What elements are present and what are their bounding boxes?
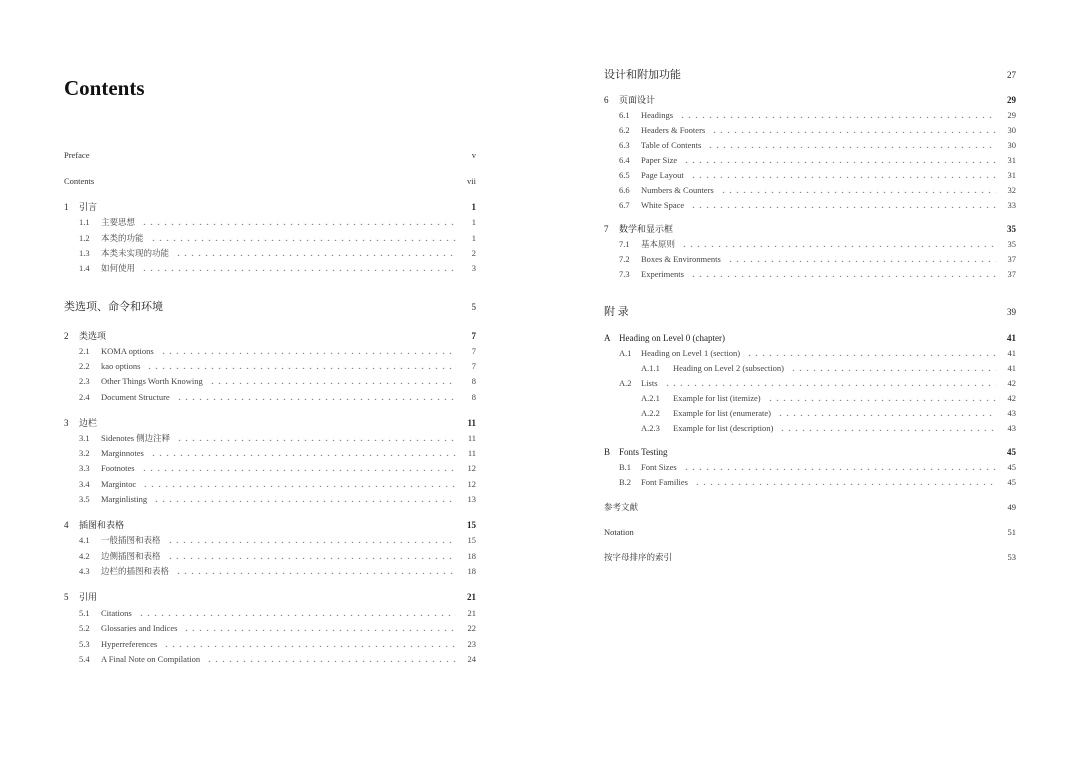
entry-number: 5.1 (79, 608, 90, 618)
dot-leader (664, 378, 996, 386)
dot-leader (790, 363, 996, 371)
entry-title: Sidenotes 侧边注释 (101, 433, 171, 443)
entry-page-number: 45 (1007, 462, 1016, 472)
toc-entry-part[interactable] (604, 68, 1016, 84)
entry-page-number: 1 (471, 233, 476, 243)
entry-title: 边栏 (79, 418, 98, 428)
entry-title: Other Things Worth Knowing (101, 376, 203, 386)
entry-title: 边栏的插图和表格 (101, 566, 170, 576)
entry-page-number: 12 (467, 479, 476, 489)
toc-entry-sec[interactable] (79, 606, 476, 620)
dot-leader (683, 155, 996, 163)
toc-entry-sec[interactable] (619, 123, 1016, 137)
dot-leader (711, 125, 996, 133)
entry-number: A.2.1 (641, 393, 660, 403)
entry-number: 1.3 (79, 248, 90, 258)
entry-page-number: 31 (1007, 170, 1016, 180)
toc-entry-top[interactable] (604, 525, 1016, 539)
entry-page-number: 42 (1007, 393, 1016, 403)
entry-page-number: 7 (471, 331, 476, 341)
entry-number: 6.7 (619, 200, 630, 210)
dot-leader (209, 376, 456, 384)
toc-entry-sec[interactable] (79, 231, 476, 245)
toc-entry-chap[interactable] (604, 222, 1016, 236)
entry-page-number: 37 (1007, 269, 1016, 279)
entry-number: A (604, 333, 611, 343)
toc-entry-sec[interactable] (79, 374, 476, 388)
entry-title: Hyperreferences (101, 639, 158, 649)
toc-entry-sub[interactable] (641, 361, 1016, 375)
entry-page-number: 33 (1007, 200, 1016, 210)
entry-number: B (604, 447, 611, 457)
entry-title: Numbers & Counters (641, 185, 714, 195)
toc-entry-chap[interactable] (604, 93, 1016, 107)
entry-title: Example for list (description) (673, 423, 774, 433)
dot-leader (141, 463, 456, 471)
entry-number: 3.1 (79, 433, 90, 443)
entry-page-number: 18 (467, 566, 476, 576)
entry-number: 5.3 (79, 639, 90, 649)
entry-page-number: 24 (467, 654, 476, 664)
entry-title: Page Layout (641, 170, 684, 180)
toc-entry-sec[interactable] (79, 390, 476, 404)
entry-title: 基本原则 (641, 239, 676, 249)
entry-title: 类选项 (79, 331, 107, 341)
dot-leader (176, 433, 456, 441)
entry-page-number: 30 (1007, 140, 1016, 150)
entry-page-number: 53 (1007, 552, 1016, 562)
entry-number: 3.2 (79, 448, 90, 458)
toc-entry-chap[interactable] (604, 331, 1016, 345)
entry-page-number: 42 (1007, 378, 1016, 388)
entry-page-number: 21 (467, 592, 476, 602)
toc-entry-sec[interactable] (79, 246, 476, 260)
entry-title: 页面设计 (619, 95, 656, 105)
entry-title: kao options (101, 361, 141, 371)
entry-page-number: 2 (471, 248, 476, 258)
dot-leader (150, 448, 456, 456)
entry-number: 6.3 (619, 140, 630, 150)
entry-number: 5.2 (79, 623, 90, 633)
toc-entry-top[interactable] (64, 174, 476, 188)
entry-title: Document Structure (101, 392, 170, 402)
dot-leader (690, 200, 996, 208)
entry-number: 1.1 (79, 217, 90, 227)
entry-title: Glossaries and Indices (101, 623, 178, 633)
entry-number: 4.2 (79, 551, 90, 561)
entry-number: B.1 (619, 462, 632, 472)
toc-entry-chap[interactable] (604, 445, 1016, 459)
entry-title: Preface (64, 150, 90, 160)
entry-page-number: 45 (1007, 477, 1016, 487)
toc-entry-sec[interactable] (619, 183, 1016, 197)
entry-number: 2.3 (79, 376, 90, 386)
entry-page-number: 27 (1007, 70, 1016, 80)
entry-page-number: 7 (471, 361, 476, 371)
entry-title: Headings (641, 110, 674, 120)
toc-entry-top[interactable] (64, 148, 476, 162)
toc-entry-chap[interactable] (64, 590, 476, 604)
entry-title: White Space (641, 200, 685, 210)
entry-page-number: 32 (1007, 185, 1016, 195)
entry-number: 2.1 (79, 346, 90, 356)
entry-title: Paper Size (641, 155, 678, 165)
toc-entry-sec[interactable] (79, 549, 476, 563)
entry-page-number: 8 (471, 392, 476, 402)
toc-entry-sub[interactable] (641, 421, 1016, 435)
entry-title: 如何使用 (101, 263, 136, 273)
dot-leader (176, 392, 456, 400)
entry-title: Example for list (itemize) (673, 393, 761, 403)
entry-number: 4.1 (79, 535, 90, 545)
entry-number: 3.4 (79, 479, 90, 489)
entry-number: 4 (64, 520, 69, 530)
entry-title: A Final Note on Compilation (101, 654, 201, 664)
entry-number: 4.3 (79, 566, 90, 576)
toc-entry-part[interactable] (604, 305, 1016, 321)
entry-title: 本类的功能 (101, 233, 144, 243)
entry-title: Citations (101, 608, 132, 618)
entry-number: A.1 (619, 348, 632, 358)
toc-entry-top[interactable] (604, 500, 1016, 514)
toc-entry-sec[interactable] (619, 252, 1016, 266)
entry-number: 2.4 (79, 392, 90, 402)
entry-title: Footnotes (101, 463, 135, 473)
dot-leader (690, 170, 996, 178)
dot-leader (779, 423, 996, 431)
toc-entry-sec[interactable] (79, 215, 476, 229)
entry-page-number: 29 (1007, 110, 1016, 120)
entry-title: Fonts Testing (619, 447, 668, 457)
dot-leader (767, 393, 996, 401)
entry-title: Heading on Level 2 (subsection) (673, 363, 784, 373)
entry-number: 7 (604, 224, 609, 234)
dot-leader (175, 248, 456, 256)
entry-page-number: 23 (467, 639, 476, 649)
entry-page-number: 18 (467, 551, 476, 561)
entry-page-number: 11 (467, 448, 476, 458)
entry-number: 6 (604, 95, 609, 105)
entry-title: 参考文献 (604, 502, 639, 512)
entry-number: 6.1 (619, 110, 630, 120)
entry-number: 1.2 (79, 233, 90, 243)
entry-page-number: 1 (471, 217, 476, 227)
entry-page-number: 51 (1007, 527, 1016, 537)
entry-title: Heading on Level 0 (chapter) (619, 333, 725, 343)
entry-page-number: 8 (471, 376, 476, 386)
dot-leader (679, 110, 996, 118)
entry-title: 附 录 (604, 306, 629, 318)
toc-entry-sec[interactable] (619, 475, 1016, 489)
entry-number: A.2 (619, 378, 632, 388)
entry-number: A.2.3 (641, 423, 660, 433)
toc-entry-sec[interactable] (619, 198, 1016, 212)
entry-page-number: 21 (467, 608, 476, 618)
entry-title: Lists (641, 378, 658, 388)
dot-leader (707, 140, 996, 148)
dot-leader (160, 346, 456, 354)
entry-page-number: 41 (1007, 363, 1016, 373)
entry-page-number: 49 (1007, 502, 1016, 512)
entry-page-number: 15 (467, 520, 476, 530)
entry-page-number: 7 (471, 346, 476, 356)
toc-entry-sec[interactable] (619, 153, 1016, 167)
entry-page-number: 5 (471, 302, 476, 312)
dot-leader (141, 263, 456, 271)
entry-number: 5.4 (79, 654, 90, 664)
entry-title: KOMA options (101, 346, 154, 356)
toc-entry-sec[interactable] (619, 237, 1016, 251)
entry-title: Boxes & Environments (641, 254, 721, 264)
toc-entry-sec[interactable] (79, 564, 476, 578)
entry-page-number: 30 (1007, 125, 1016, 135)
dot-leader (681, 239, 996, 247)
entry-page-number: 3 (471, 263, 476, 273)
dot-leader (146, 361, 456, 369)
entry-page-number: 1 (471, 202, 476, 212)
entry-page-number: 41 (1007, 348, 1016, 358)
entry-title: 数学和显示框 (619, 224, 674, 234)
toc-entry-sec[interactable] (619, 267, 1016, 281)
entry-title: Heading on Level 1 (section) (641, 348, 741, 358)
entry-page-number: 11 (467, 433, 476, 443)
dot-leader (167, 551, 456, 559)
entry-title: Marginnotes (101, 448, 144, 458)
entry-title: Headers & Footers (641, 125, 706, 135)
entry-page-number: 31 (1007, 155, 1016, 165)
toc-entry-sec[interactable] (79, 261, 476, 275)
dot-leader (690, 269, 996, 277)
entry-number: 3.3 (79, 463, 90, 473)
dot-leader (153, 494, 456, 502)
entry-page-number: 43 (1007, 408, 1016, 418)
entry-number: 2.2 (79, 361, 90, 371)
entry-title: Example for list (enumerate) (673, 408, 771, 418)
entry-title: 引用 (79, 592, 98, 602)
dot-leader (150, 233, 456, 241)
entry-title: Contents (64, 176, 95, 186)
dot-leader (167, 535, 456, 543)
toc-entry-sec[interactable] (79, 492, 476, 506)
entry-page-number: 37 (1007, 254, 1016, 264)
toc-entry-sec[interactable] (79, 533, 476, 547)
toc-entry-sec[interactable] (79, 652, 476, 666)
toc-entry-sec[interactable] (79, 621, 476, 635)
toc-entry-sec[interactable] (79, 431, 476, 445)
entry-number: 3 (64, 418, 69, 428)
dot-leader (138, 608, 456, 616)
entry-title: 本类未实现的功能 (101, 248, 170, 258)
entry-page-number: 43 (1007, 423, 1016, 433)
dot-leader (142, 479, 456, 487)
toc-entry-sec[interactable] (79, 461, 476, 475)
entry-number: 6.5 (619, 170, 630, 180)
dot-leader (777, 408, 996, 416)
entry-title: Font Sizes (641, 462, 677, 472)
toc-entry-sec[interactable] (79, 344, 476, 358)
entry-title: 一般插图和表格 (101, 535, 161, 545)
dot-leader (175, 566, 456, 574)
entry-page-number: 22 (467, 623, 476, 633)
entry-page-number: 11 (467, 418, 476, 428)
entry-page-number: 41 (1007, 333, 1016, 343)
entry-page-number: v (471, 150, 476, 160)
entry-title: 插图和表格 (79, 520, 125, 530)
toc-entry-sec[interactable] (619, 108, 1016, 122)
toc-entry-chap[interactable] (64, 518, 476, 532)
entry-title: Margintoc (101, 479, 137, 489)
toc-entry-sec[interactable] (79, 446, 476, 460)
entry-page-number: 39 (1007, 307, 1016, 317)
toc-entry-sec[interactable] (79, 359, 476, 373)
entry-page-number: vii (467, 176, 476, 186)
entry-number: 6.4 (619, 155, 630, 165)
entry-title: 按字母排序的索引 (604, 552, 673, 562)
entry-number: 6.2 (619, 125, 630, 135)
dot-leader (206, 654, 456, 662)
toc-entry-sec[interactable] (619, 460, 1016, 474)
page-title: Contents (64, 76, 145, 100)
entry-title: 类选项、命令和环境 (64, 301, 163, 313)
toc-entry-sec[interactable] (79, 477, 476, 491)
entry-page-number: 15 (467, 535, 476, 545)
toc-entry-chap[interactable] (64, 416, 476, 430)
entry-page-number: 12 (467, 463, 476, 473)
entry-page-number: 13 (467, 494, 476, 504)
entry-page-number: 35 (1007, 239, 1016, 249)
entry-title: Notation (604, 527, 634, 537)
dot-leader (141, 217, 456, 225)
entry-number: 3.5 (79, 494, 90, 504)
entry-title: Marginlisting (101, 494, 148, 504)
entry-page-number: 29 (1007, 95, 1016, 105)
toc-entry-sec[interactable] (619, 346, 1016, 360)
dot-leader (163, 639, 456, 647)
entry-title: 主要思想 (101, 217, 136, 227)
entry-title: Font Families (641, 477, 688, 487)
toc-entry-sec[interactable] (619, 376, 1016, 390)
toc-entry-chap[interactable] (64, 200, 476, 214)
toc-entry-sec[interactable] (619, 138, 1016, 152)
entry-title: Table of Contents (641, 140, 702, 150)
toc-entry-sec[interactable] (79, 637, 476, 651)
entry-number: 7.1 (619, 239, 630, 249)
dot-leader (694, 477, 996, 485)
entry-number: 7.3 (619, 269, 630, 279)
entry-number: 1.4 (79, 263, 90, 273)
entry-number: A.2.2 (641, 408, 660, 418)
entry-number: 5 (64, 592, 69, 602)
toc-entry-top[interactable] (604, 550, 1016, 564)
entry-number: 6.6 (619, 185, 630, 195)
toc-entry-sub[interactable] (641, 391, 1016, 405)
toc-entry-sec[interactable] (619, 168, 1016, 182)
entry-title: 边侧插图和表格 (101, 551, 161, 561)
entry-title: 引言 (79, 202, 98, 212)
dot-leader (183, 623, 456, 631)
entry-page-number: 35 (1007, 224, 1016, 234)
entry-number: 7.2 (619, 254, 630, 264)
dot-leader (720, 185, 996, 193)
toc-entry-chap[interactable] (64, 329, 476, 343)
entry-number: B.2 (619, 477, 632, 487)
dot-leader (746, 348, 996, 356)
dot-leader (683, 462, 996, 470)
entry-number: A.1.1 (641, 363, 660, 373)
entry-number: 2 (64, 331, 69, 341)
toc-entry-sub[interactable] (641, 406, 1016, 420)
entry-number: 1 (64, 202, 69, 212)
entry-title: 设计和附加功能 (604, 69, 681, 81)
entry-title: Experiments (641, 269, 684, 279)
dot-leader (727, 254, 996, 262)
toc-entry-part[interactable] (64, 300, 476, 316)
entry-page-number: 45 (1007, 447, 1016, 457)
